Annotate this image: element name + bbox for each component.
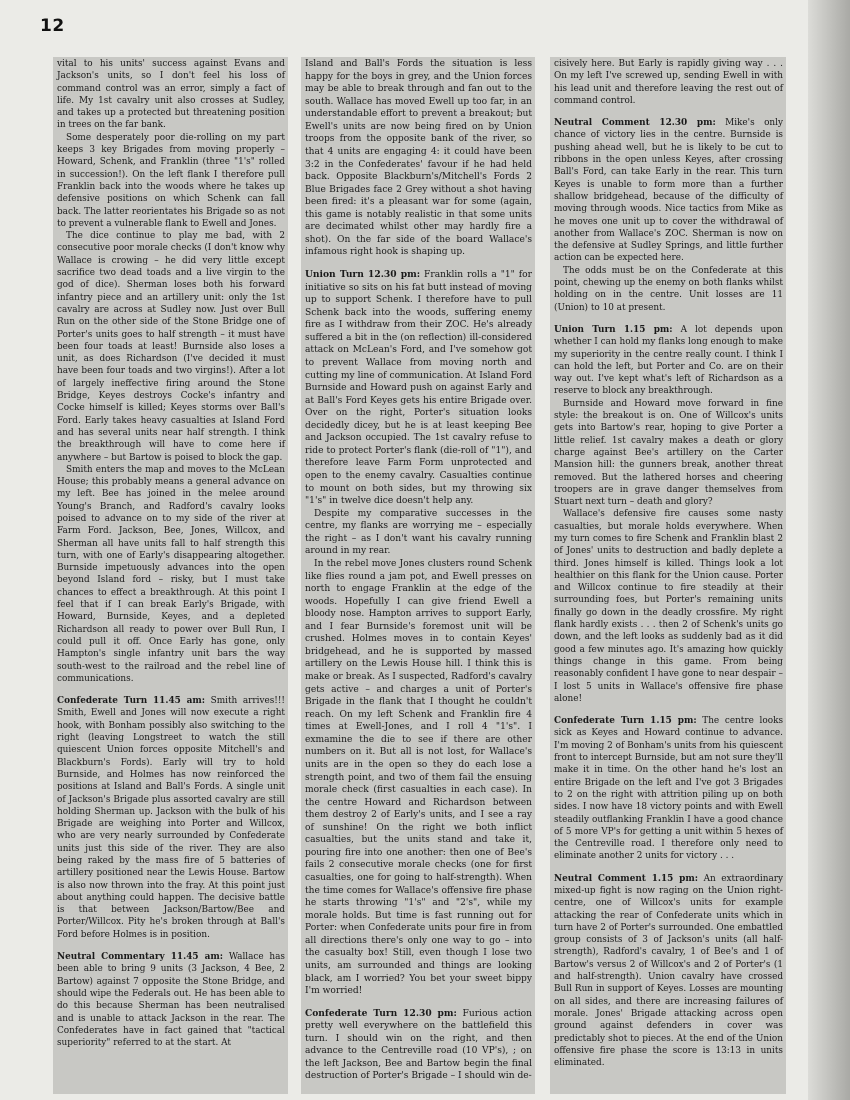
column-body-2 — [301, 57, 535, 1083]
section-heading: Confederate Turn 11.45 am: — [57, 696, 206, 707]
paragraph-text: The dice continue to play me bad, with 2 consecutive poor morale checks (I don't know why Wallace is crowing – he did very little except sacrifice two dead toads and a live virgin to the god of dice). Sherman loses both his forward infantry piece and an artillery unit: only the 1st cavalry are across at Sudley now. Just over Bull Run on the other side of the Stone Bridge one of Porter's units goes to half strength – it must have been four toads at least! Burnside also loses a unit, as does Richardson (I've decided it must have been four toads and two virgins!). After a lot of largely ineffective firing around the Stone Bridge, Keyes destroys Cocke's infantry and Cocke himself is killed; Keyes storms over Ball's Ford. Early takes heavy casualties at Island Ford and has several units near half strength. I think the breakthrough will have to come here if anywhere – but Bartow is poised to block the gap. — [57, 231, 285, 463]
body-paragraph — [554, 265, 783, 314]
paragraph-text: Mike's only chance of victory lies in the centre. Burnside is pushing ahead well, but he is likely to be cut to ribbons in the open unless Keyes, after crossing Ball's Ford, can take Early in the rear. This turn Keyes is unable to form more than a further shallow bridgehead, because of the difficulty of moving through woods. Nice tactics from Mike as he moves one unit up to cover the withdrawal of another from Wallace's ZOC. Sherman is now on the defensive at Sudley Springs, and little further action can be expected here. — [554, 118, 783, 264]
text-column-1 — [53, 57, 288, 1094]
section-paragraph — [305, 269, 532, 508]
page-edge-shadow — [808, 0, 850, 1100]
body-paragraph — [57, 132, 285, 230]
text-column-2 — [301, 57, 535, 1094]
body-paragraph — [57, 230, 285, 464]
body-paragraph — [57, 464, 285, 685]
section-heading: Neutral Commentary 11.45 am: — [57, 952, 224, 963]
column-body-1 — [53, 57, 288, 1049]
section-heading: Neutral Comment 12.30 pm: — [554, 118, 716, 129]
paragraph-text: An extraordinary mixed-up fight is now raging on the Union right-centre, one of Willcox's units for example attacking the rear of Confederate units which in turn have 2 of Porter's surrounded. One embattled group consists of 3 of Jackson's units (all half-strength), Radford's cavalry, 1 of Bee's and 1 of Bartow's versus 2 of Willcox's and 2 of Porter's (1 and half-strength). Union cavalry have crossed Bull Run in support of Keyes. Losses are mounting on all sides, and there are increasing failures of morale. Jones' Brigade attacking across open ground against defenders in cover was predictably shot to pieces. At the end of the Union offensive fire phase the score is 13:13 in units eliminated. — [554, 873, 783, 1069]
paragraph-text: A lot depends upon whether I can hold my flanks long enough to make my superiority in the centre really count. I think I can hold the left, but Porter and Co. are on their way out. I've kept what's left of Richardson as a reserve to block any breakthrough. — [554, 324, 784, 397]
paragraph-text: Wallace has been able to bring 9 units (3 Jackson, 4 Bee, 2 Bartow) against 7 opposite the Stone Bridge, and should wipe the Federals out. He has been able to do this because Sherman has been neutralised and is unable to attack Jackson in the rear. The Confederates have in fact gained that "tactical superiority" referred to at the start. At — [57, 952, 285, 1049]
column-body-3 — [550, 57, 786, 1069]
paragraph-text: In the rebel move Jones clusters round Schenk like flies round a jam pot, and Ewell presses on north to engage Franklin at the edge of the woods. Hopefully I can give friend Ewell a bloody nose. Hampton arrives to support Early, and I fear Burnside's foremost unit will be crushed. Holmes moves in to contain Keyes' bridgehead, and he is supported by massed artillery on the Lewis House hill. I think this is make or break. As I suspected, Radford's cavalry gets active – and charges a unit of Porter's Brigade in the flank that I thought he couldn't reach. On my left Schenk and Franklin fire 4 times at Ewell-Jones, and I roll 4 "1's". I exmamine the die to see if there are other numbers on it. But all is not lost, for Wallace's units are in the open so they do each lose a strength point, and two of them fail the ensuing morale check (first casualties in each case). In the centre Howard and Richardson between them destroy 2 of Early's units, and I see a ray of sunshine! On the right we both inflict casualties, but the units stand and take it, pouring fire into one another: then one of Bee's fails 2 consecutive morale checks (one for first casualties, one for going to half-strength). When the time comes for Wallace's offensive fire phase he starts throwing "1's" and "2's", while my morale holds. But time is fast running out for Porter: when Confederate units pour fire in from all directions there's only one way to go – into the casualty box! Still, even though I lose two units, am surrounded and things are looking black, am I worried? You bet your sweet bippy I'm worried! — [305, 558, 532, 997]
text-column-3 — [550, 57, 786, 1094]
paragraph-text: Smith arrives!!! Smith, Ewell and Jones will now execute a right hook, with Bonham possibly also switching to the right (leaving Longstreet to watch the still quiescent Union forces opposite Mitchell's and Blackburn's Fords). Early will try to hold Burnside, and Holmes has now reinforced the positions at Island and Ball's Fords. A single unit of Jackson's Brigade plus assorted cavalry are still holding Sherman up. Jackson with the bulk of his Brigade are weighing into Porter and Willcox, who are very nearly surrounded by Confederate units just this side of the river. They are also being raked by the mass fire of 5 batteries of artillery positioned near the Lewis House. Bartow is also now thrown into the fray. At this point just about anything could happen. The decisive battle is that between Jackson/Bartow/Bee and Porter/Willcox. Pity he's broken through at Ball's Ford before Holmes is in position. — [57, 696, 285, 940]
section-heading: Union Turn 1.15 pm: — [554, 324, 673, 335]
paragraph-text: Island and Ball's Fords the situation is less happy for the boys in grey, and the Union forces may be able to break through and fan out to the south. Wallace has moved Ewell up too far, in an understandable effort to prevent a breakout; but Ewell's units are now being fired on by Union troops from the opposite bank of the river, so that 4 units are engaging 4: it could have been 3:2 in the Confederates' favour if he had held back. Opposite Blackburn's/Mitchell's Fords 2 Blue Brigades face 2 Grey without a shot having been fired: it's a pleasant war for some (again, this game is notably realistic in that some units are decimated whilst other may hardly fire a shot). On the far side of the board Wallace's infamous right hook is shaping up. — [305, 59, 532, 258]
page-number: 12 — [40, 16, 65, 36]
body-paragraph — [305, 508, 532, 558]
section-heading: Union Turn 12.30 pm: — [305, 269, 421, 280]
body-paragraph — [554, 398, 783, 509]
paragraph-text: The odds must be on the Confederate at this point, chewing up the enemy on both flanks whilst holding on in the centre. Unit losses are 11 (Union) to 10 at present. — [554, 265, 783, 313]
section-paragraph — [554, 873, 783, 1070]
section-paragraph — [554, 117, 783, 265]
section-paragraph — [57, 951, 285, 1049]
paragraph-text: The centre looks sick as Keyes and Howard continue to advance. I'm moving 2 of Bonham's units from his quiescent front to intercept Burnside, but am not sure they'll make it in time. On the other hand he's lost an entire Brigade on the left and I've got 3 Brigades to 2 on the right with attrition piling up on both sides. I now have 18 victory points and with Ewell steadily outflanking Franklin I have a good chance of 5 more VP's for getting a unit within 5 hexes of the Centreville road. I therefore only need to eliminate another 2 units for victory . . . — [554, 716, 783, 862]
paragraph-text: Burnside and Howard move forward in fine style: the breakout is on. One of Willcox's units gets into Bartow's rear, hoping to give Porter a little relief. 1st cavalry makes a death or glory charge against Bee's artillery on the Carter Mansion hill: the gunners break, another threat removed. But the lathered horses and cheering troopers are in grave danger themselves from Stuart next turn – death and glory? — [554, 398, 783, 508]
section-heading: Confederate Turn 1.15 pm: — [554, 716, 697, 727]
section-paragraph — [554, 324, 783, 398]
section-heading: Confederate Turn 12.30 pm: — [305, 1007, 457, 1019]
paragraph-text: Wallace's defensive fire causes some nasty casualties, but morale holds everywhere. When my turn comes to fire Schenk and Franklin blast 2 of Jones' units to destruction and badly deplete a third. Jones himself is killed. Things look a lot healthier on this flank for the Union cause. Porter and Willcox continue to fire steadily at their surrounding foes, but Porter's remaining units finally go down in the deadly crossfire. My right flank hardly exists . . . then 2 of Schenk's units go down, and the left looks as suddenly bad as it did good a few minutes ago. It's amazing how quickly things change in this game. From being reasonably confident I have gone to near despair – I lost 5 units in Wallace's offensive fire phase alone! — [554, 509, 783, 704]
section-paragraph — [554, 715, 783, 863]
paragraph-text: vital to his units' success against Evans and Jackson's units, so I don't feel his loss of command control was an error, simply a fact of life. My 1st cavalry unit also crosses at Sudley, and takes up a protected but threatening position in trees on the far bank. — [57, 59, 285, 131]
paragraph-text: Franklin rolls a "1" for initiative so sits on his fat butt instead of moving up to support Schenk. I therefore have to pull Schenk back into the woods, suffering enemy fire as I withdraw from their ZOC. He's already suffered a bit in the (on reflection) ill-considered attack on McLean's Ford, and I've somehow got to prevent Wallace from moving north and cutting my line of communication. At Island Ford Burnside and Howard push on against Early and at Ball's Ford Keyes gets his entire Brigade over. Over on the right, Porter's situation looks decidedly dicey, but he is at least keeping Bee and Jackson occupied. The 1st cavalry refuse to ride to protect Porter's flank (die-roll of "1"), and therefore leave Farm Form unprotected and open to the enemy cavalry. Casualties continue to mount on both sides, but my throwing six "1's" in twelve dice doesn't help any. — [305, 270, 532, 507]
body-paragraph — [57, 58, 285, 132]
paragraph-text: Some desperately poor die-rolling on my part keeps 3 key Brigades from moving properly – Howard, Schenk, and Franklin (three "1's" rolled in succession!). On the left flank I therefore pull Franklin back into the woods where he takes up defensive positions on which Schenk can fall back. The latter reorientates his Brigade so as not to prevent a vulnerable flank to Ewell and Jones. — [57, 132, 285, 229]
body-paragraph — [305, 58, 532, 259]
paragraph-text: cisively here. But Early is rapidly giving way . . . On my left I've screwed up, sending Ewell in with his lead unit and therefore leaving the rest out of command control. — [554, 59, 783, 106]
body-paragraph — [554, 58, 783, 107]
paragraph-text: Smith enters the map and moves to the McLean House; this probably means a general advance on my left. Bee has joined in the melee around Young's Branch, and Radford's cavalry looks poised to advance on to my side of the river at Farm Ford. Jackson, Bee, Jones, Willcox, and Sherman all have units fall to half strength this turn, with one of Early's disappearing altogether. Burnside impetuously advances into the open beyond Island ford – risky, but I must take chances to effect a breakthrough. At this point I feel that if I can break Early's Brigade, with Howard, Burnside, Keyes, and a depleted Richardson all ready to power over Bull Run, I could pull it off. Once Early has gone, only Hampton's single infantry unit bars the way south-west to the railroad and the rebel line of communications. — [57, 464, 285, 684]
section-heading: Neutral Comment 1.15 pm: — [554, 873, 699, 884]
body-paragraph — [305, 558, 532, 998]
body-paragraph — [554, 508, 783, 705]
section-paragraph — [57, 695, 285, 941]
section-paragraph — [305, 1008, 532, 1083]
paragraph-text: Despite my comparative successes in the centre, my flanks are worrying me – especially the right – as I don't want his cavalry running around in my rear. — [305, 508, 532, 557]
paragraph-text: Furious action pretty well everywhere on the battlefield this turn. I should win on the right, and then advance to the Centreville road (10 VP's), ; on the left Jackson, Bee and Bartow begin the final destruction of Porter's Brigade – I should win de- — [305, 1008, 532, 1082]
